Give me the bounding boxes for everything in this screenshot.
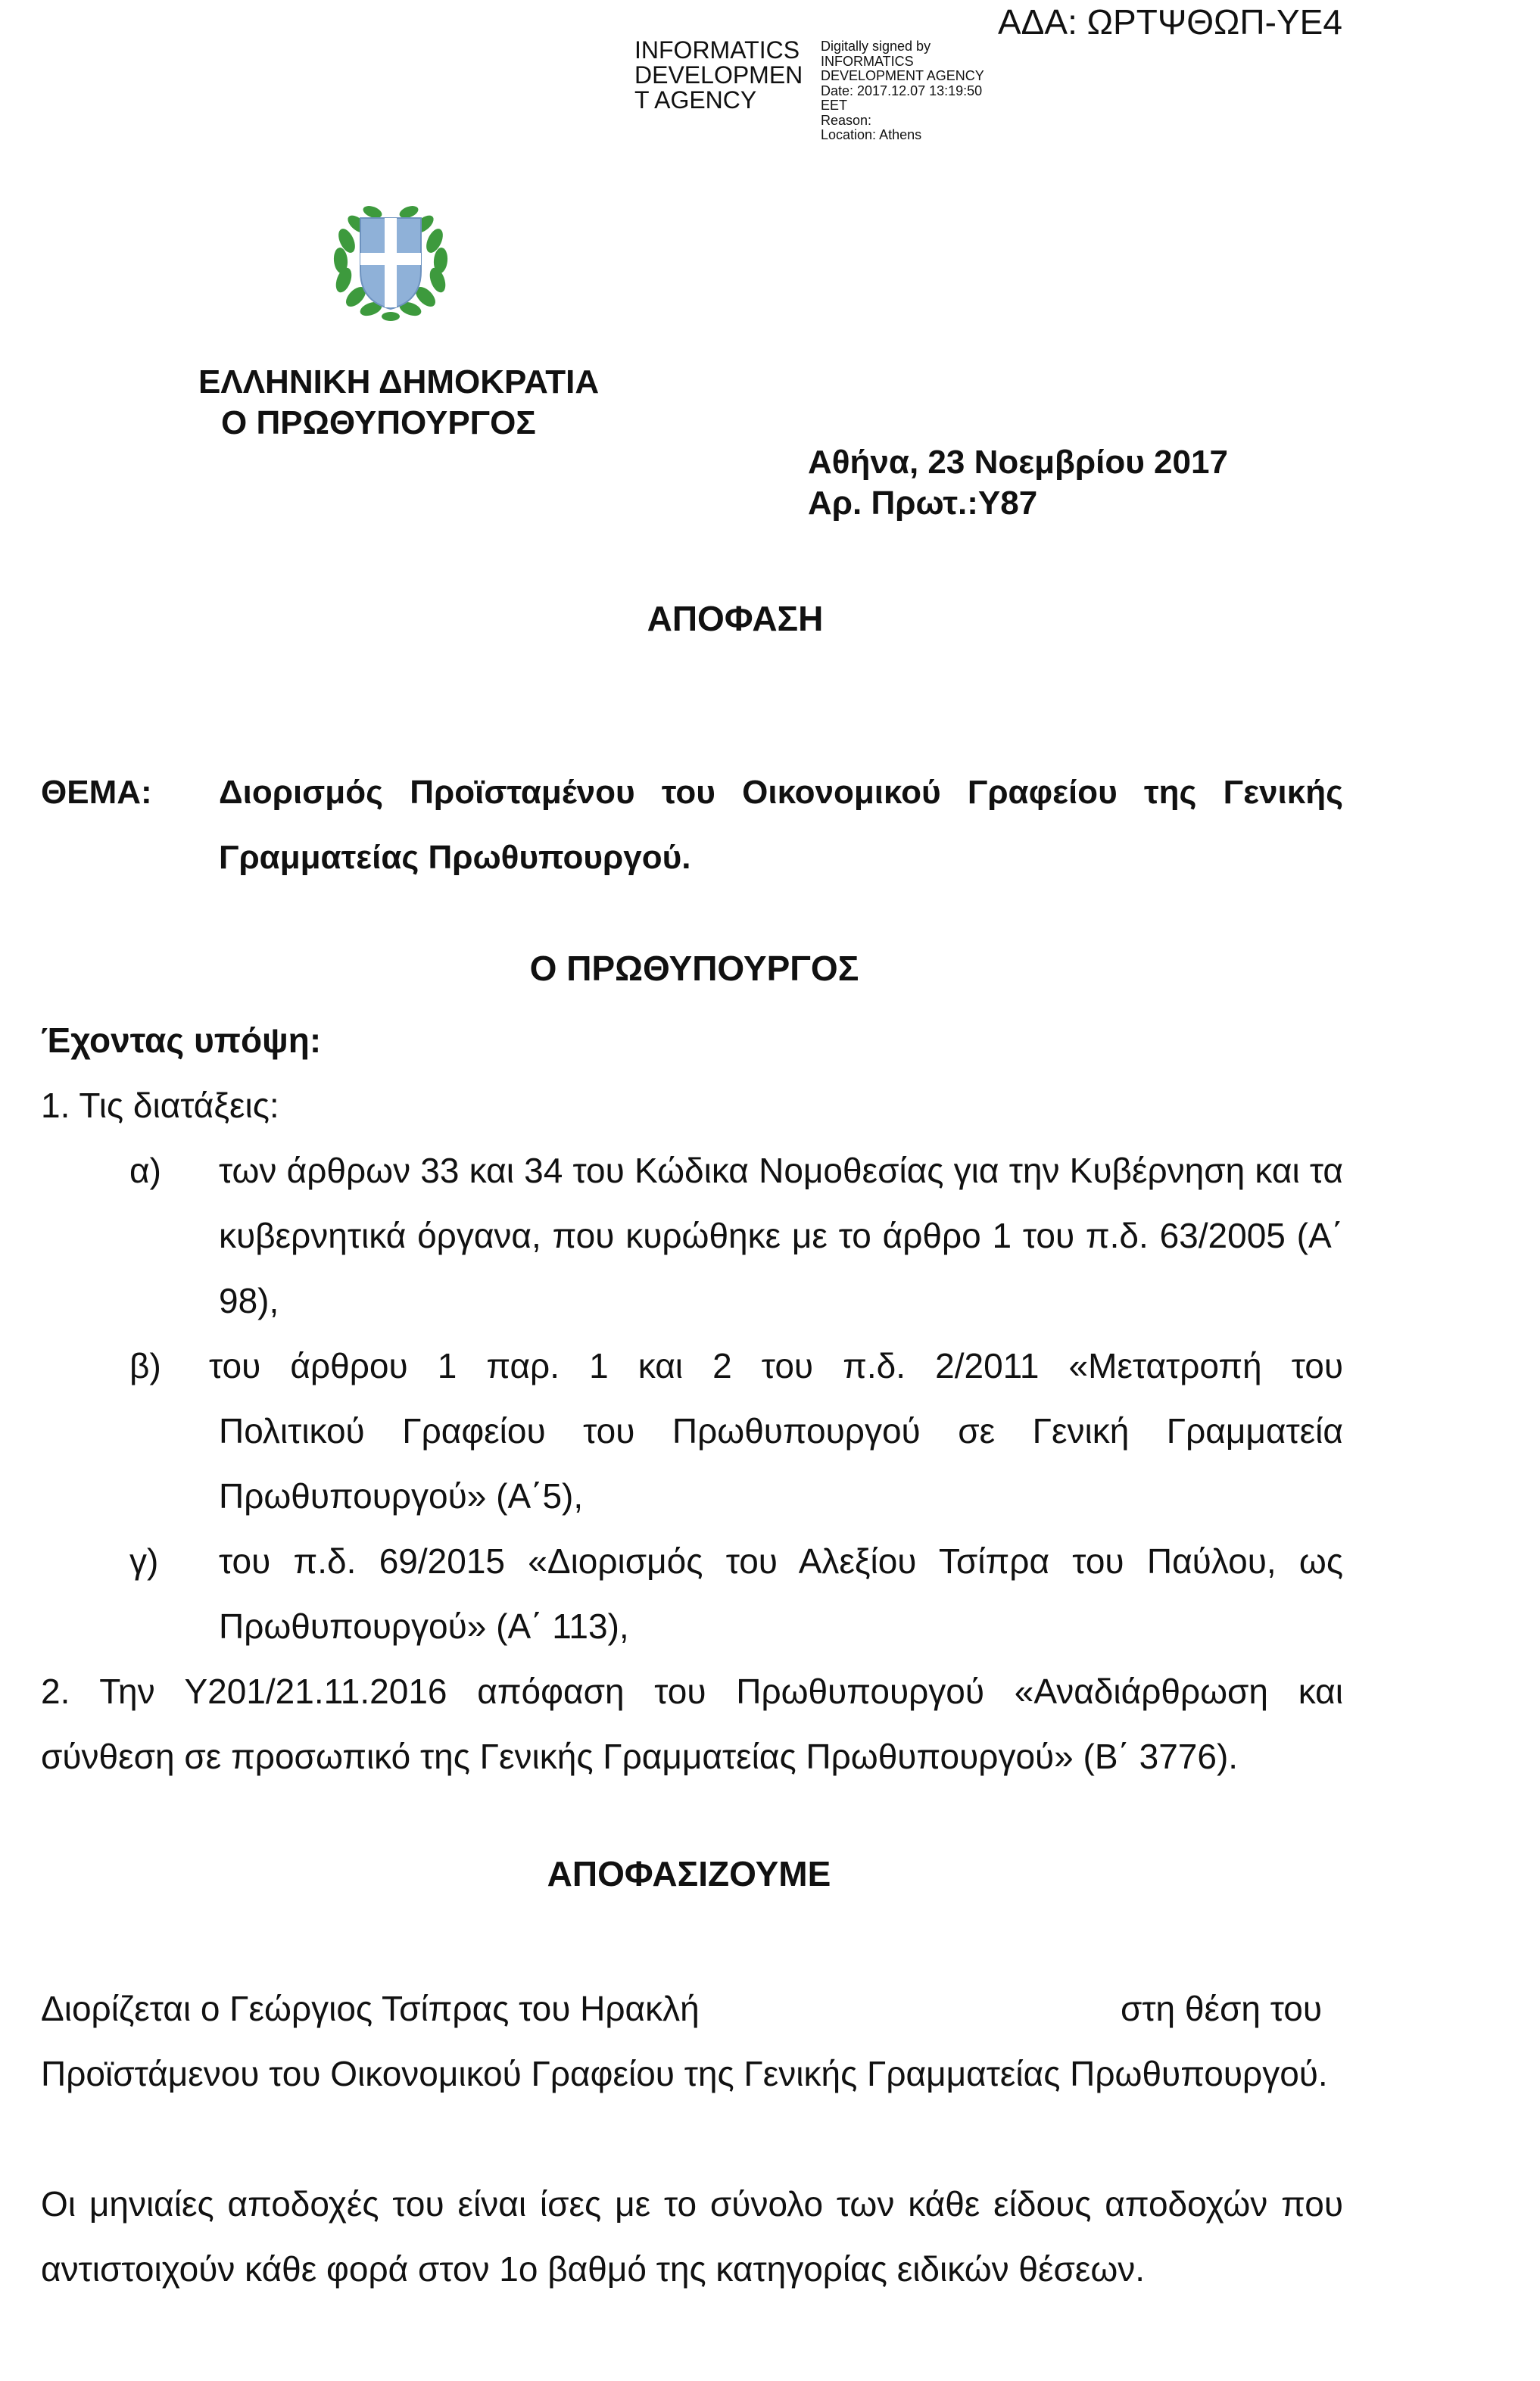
appointment-text-position: στη θέση του [1121, 1989, 1323, 2028]
signature-signer [634, 38, 813, 113]
item-1-label: 1. Τις διατάξεις: [41, 1086, 279, 1125]
protocol-number: Αρ. Πρωτ.:Υ87 [808, 485, 1038, 522]
subitem-beta-text-first: του άρθρου 1 παρ. 1 και 2 του π.δ. 2/2011 «Μετατροπή του [209, 1346, 1343, 1385]
signature-details [821, 39, 984, 143]
issuer-line-republic: ΕΛΛΗΝΙΚΗ ΔΗΜΟΚΡΑΤΙΑ [198, 363, 600, 400]
pm-heading: Ο ΠΡΩΘΥΠΟΥΡΓΟΣ [529, 949, 859, 988]
subitem-gamma-marker: γ) [129, 1541, 159, 1581]
appointment-text-rest: Προϊστάμενου του Οικονομικού Γραφείου της Γενικής Γραμματείας Πρωθυπουργού. [41, 2054, 1328, 2093]
subject-label: ΘΕΜΑ: [41, 774, 152, 811]
issuer-heading [198, 362, 599, 444]
subitem-alpha-text: των άρθρων 33 και 34 του Κώδικα Νομοθεσίας για την Κυβέρνηση και τα κυβερνητικά όργανα, που κυρώθηκε με το άρθρο 1 του π.δ. 63/2005 (Α΄ 98), [219, 1151, 1343, 1320]
date-protocol-block [808, 442, 1228, 524]
subject-text: Διορισμός Προϊσταμένου του Οικονομικού Γραφείου της Γενικής Γραμματείας Πρωθυπουργού. [219, 774, 1343, 876]
subitem-beta-text-rest: Πολιτικού Γραφείου του Πρωθυπουργού σε Γενική Γραμματεία Πρωθυπουργού» (Α΄5), [219, 1411, 1343, 1516]
ada-code: ΑΔΑ: ΩΡΤΨΘΩΠ-ΥΕ4 [998, 2, 1342, 42]
signature-signer-line: DEVELOPMEN [634, 61, 803, 89]
issuer-line-pm: Ο ΠΡΩΘΥΠΟΥΡΓΟΣ [221, 404, 536, 441]
signature-signer-line: INFORMATICS [634, 36, 800, 64]
item-2-text: 2. Την Υ201/21.11.2016 απόφαση του Πρωθυπουργού «Αναδιάρθρωση και σύνθεση σε προσωπικό της Γενικής Γραμματείας Πρωθυπουργού» (Β΄ 3776). [41, 1672, 1343, 1776]
document-date: Αθήνα, 23 Νοεμβρίου 2017 [808, 444, 1228, 481]
signature-detail-line: Date: 2017.12.07 13:19:50 [821, 83, 983, 98]
signature-detail-line: INFORMATICS [821, 53, 914, 69]
signature-detail-line: EET [821, 98, 848, 113]
signature-signer-line: T AGENCY [634, 86, 757, 114]
signature-detail-line: Digitally signed by [821, 39, 931, 54]
signature-detail-line: DEVELOPMENT AGENCY [821, 68, 984, 83]
subitem-beta-marker: β) [129, 1346, 161, 1385]
signature-detail-line: Location: Athens [821, 127, 922, 142]
salary-text: Οι μηνιαίες αποδοχές του είναι ίσες με το σύνολο των κάθε είδους αποδοχών που αντιστοιχούν κάθε φορά στον 1ο βαθμό της κατηγορίας ειδικών θέσεων. [41, 2184, 1343, 2289]
subitem-alpha-marker: α) [129, 1151, 161, 1190]
decide-heading: ΑΠΟΦΑΣΙΖΟΥΜΕ [547, 1854, 831, 1893]
decision-title: ΑΠΟΦΑΣΗ [647, 599, 824, 638]
appointment-text-start: Διορίζεται ο Γεώργιος Τσίπρας του Ηρακλή [41, 1989, 700, 2028]
subitem-gamma-text: του π.δ. 69/2015 «Διορισμός του Αλεξίου Τσίπρα του Παύλου, ως Πρωθυπουργού» (Α΄ 113), [219, 1541, 1343, 1646]
considering-heading: Έχοντας υπόψη: [41, 1021, 322, 1060]
greek-coat-of-arms-icon [324, 195, 457, 326]
signature-detail-line: Reason: [821, 112, 872, 128]
